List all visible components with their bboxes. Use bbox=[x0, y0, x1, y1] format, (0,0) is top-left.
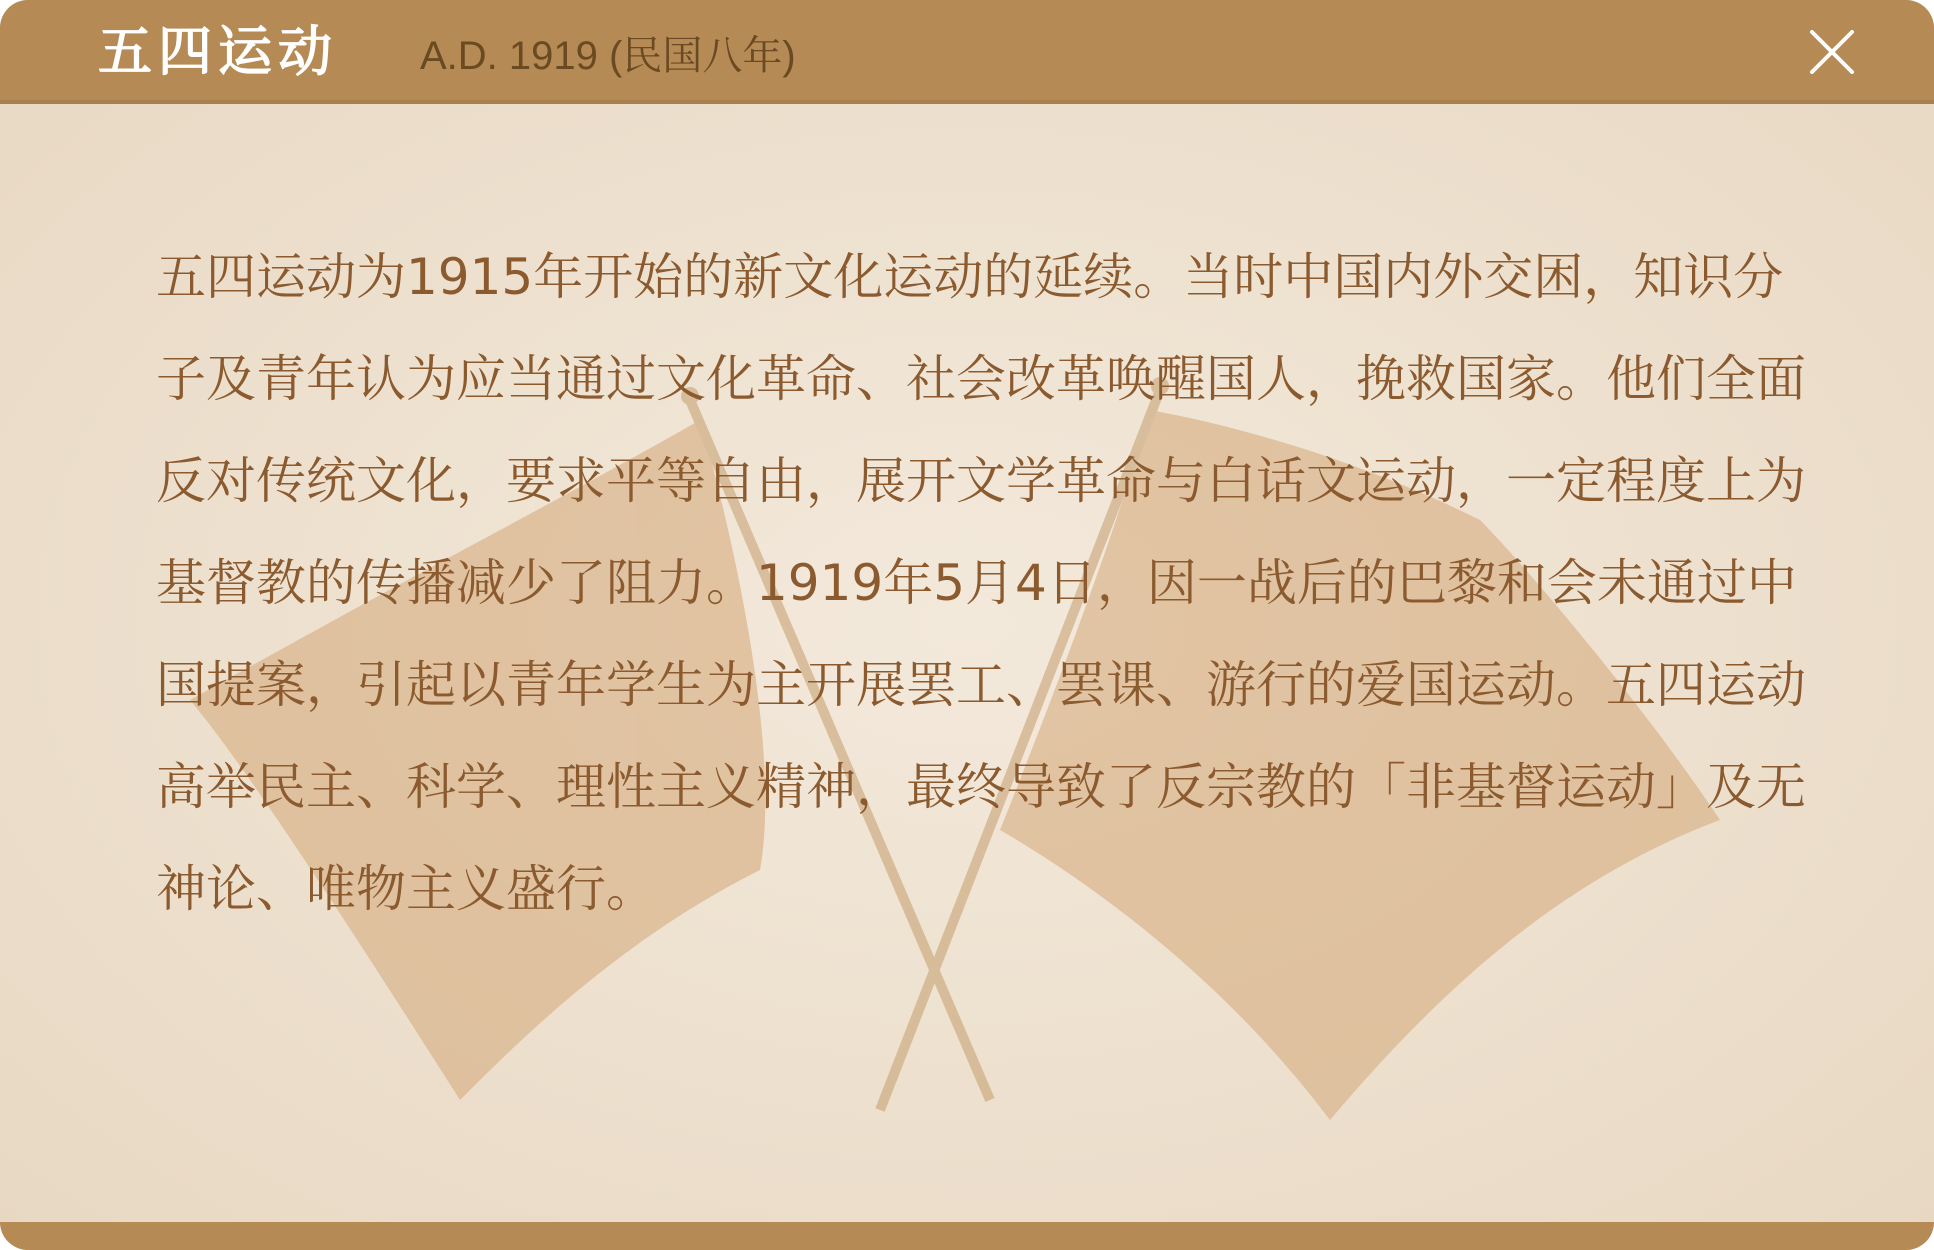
close-button[interactable] bbox=[1804, 24, 1860, 80]
dialog-footer-bar bbox=[0, 1222, 1934, 1250]
dialog-year: A.D. 1919 (民国八年) bbox=[420, 34, 796, 78]
dialog-title: 五四运动 bbox=[98, 19, 338, 83]
dialog-header bbox=[0, 0, 1934, 104]
event-description: 五四运动为1915年开始的新文化运动的延续。当时中国内外交困，知识分子及青年认为应当通过文化革命、社会改革唤醒国人，挽救国家。他们全面反对传统文化，要求平等自由，展开文学革命与白话文运动，一定程度上为基督教的传播减少了阻力。1919年5月4日，因一战后的巴黎和会未通过中国提案，引起以青年学生为主开展罢工、罢课、游行的爱国运动。五四运动高举民主、科学、理性主义精神，最终导致了反宗教的「非基督运动」及无神论、唯物主义盛行。 bbox=[156, 248, 1806, 918]
close-icon bbox=[1804, 24, 1860, 80]
